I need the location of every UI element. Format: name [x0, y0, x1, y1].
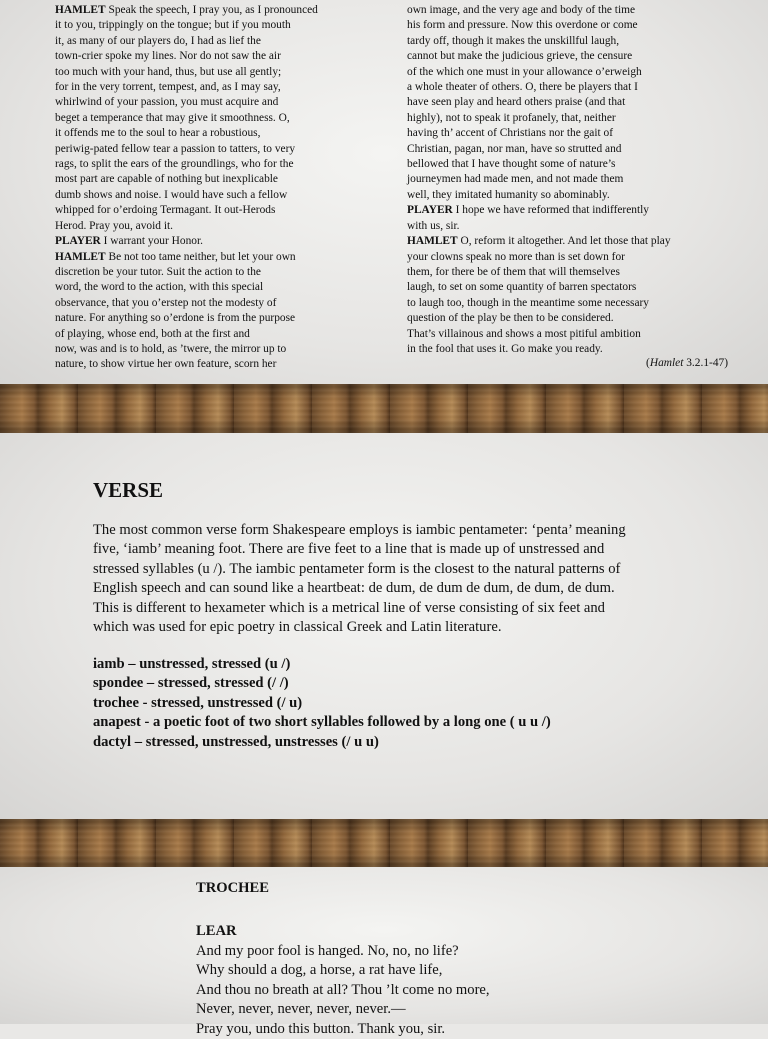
line-text: O, reform it altogether. And let those that play [457, 235, 671, 248]
passage-line [55, 203, 355, 218]
verse-line: And thou no breath at all? Thou ’lt come no more, [196, 981, 490, 998]
metrical-foot-item: dactyl – stressed, unstressed, unstresses (/ u u) [93, 733, 379, 750]
passage-line [55, 3, 355, 18]
verse-body-line: which was used for epic poetry in classical Greek and Latin literature. [93, 619, 502, 636]
passage-line [55, 65, 355, 80]
passage-line [55, 172, 355, 187]
passage-line [407, 111, 737, 126]
line-text: well, they imitated humanity so abominably. [407, 188, 610, 201]
speaker-heading: LEAR [196, 923, 237, 939]
verse-title: VERSE [93, 478, 164, 502]
metrical-foot-item: anapest - a poetic foot of two short syllables followed by a long one ( u u /) [93, 714, 551, 731]
line-text: Herod. Pray you, avoid it. [55, 219, 173, 232]
passage-line [55, 357, 355, 372]
passage-line [407, 126, 737, 141]
verse-body-line: English speech and can sound like a heartbeat: de dum, de dum de dum, de dum, de dum. [93, 580, 615, 597]
line-text: it, as many of our players do, I had as lief the [55, 34, 261, 47]
passage-line [407, 3, 737, 18]
passage-line [55, 327, 355, 342]
line-text: bellowed that I have thought some of nature’s [407, 158, 616, 171]
metrical-foot-item: iamb – unstressed, stressed (u /) [93, 656, 291, 672]
line-text: too much with your hand, thus, but use all gently; [55, 65, 282, 78]
passage-line [407, 188, 737, 203]
verse-body-line: five, ‘iamb’ meaning foot. There are five feet to a line that is made up of unstressed and [93, 541, 605, 558]
line-text: Speak the speech, I pray you, as I pronounced [105, 4, 318, 16]
line-text: I hope we have reformed that indifferently [452, 204, 649, 217]
verse-line: And my poor fool is hanged. No, no, no life? [196, 943, 459, 959]
passage-line [407, 142, 737, 157]
lear-verse-lines [196, 942, 490, 1039]
verse-slide [0, 433, 768, 819]
passage-line [55, 342, 355, 357]
passage-line [55, 250, 355, 265]
line-text: That’s villainous and shows a most pitiful ambition [407, 327, 641, 340]
passage-line [407, 280, 737, 295]
metrical-foot-item: trochee - stressed, unstressed (/ u) [93, 694, 303, 711]
passage-line [407, 296, 737, 311]
line-text: periwig-pated fellow tear a passion to tatters, to very [55, 142, 296, 155]
line-text: in the fool that uses it. Go make you ready. [407, 342, 603, 355]
line-text: his form and pressure. Now this overdone or come [407, 19, 638, 32]
speaker-name: HAMLET [55, 4, 106, 16]
line-text: it to you, trippingly on the tongue; but if you mouth [55, 19, 291, 32]
wood-floor-divider [0, 384, 768, 433]
line-text: cannot but make the judicious grieve, the censure [407, 50, 633, 63]
passage-line [55, 296, 355, 311]
line-text: discretion be your tutor. Suit the action to the [55, 265, 261, 278]
line-text: journeymen had made men, and not made them [407, 173, 624, 186]
wood-floor-divider [0, 819, 768, 867]
passage-line [55, 157, 355, 172]
line-text: have seen play and heard others praise (and that [407, 96, 626, 109]
line-text: for in the very torrent, tempest, and, as I may say, [55, 81, 281, 94]
line-text: whipped for o’erdoing Termagant. It out-Herods [55, 204, 276, 217]
passage-line [407, 172, 737, 187]
line-text: own image, and the very age and body of the time [407, 4, 636, 16]
passage-line [55, 234, 355, 249]
passage-line [55, 126, 355, 141]
passage-line [55, 34, 355, 49]
verse-body-line: This is different to hexameter which is a metrical line of verse consisting of six feet and [93, 599, 605, 616]
line-text: it offends me to the soul to hear a robustious, [55, 127, 261, 140]
passage-line [55, 280, 355, 295]
line-text: I warrant your Honor. [100, 235, 203, 248]
passage-line [407, 80, 737, 95]
passage-line [407, 49, 737, 64]
passage-line [55, 188, 355, 203]
citation-open: ( [646, 357, 650, 369]
line-text: observance, that you o’erstep not the modesty of [55, 296, 277, 309]
verse-body [93, 521, 693, 637]
line-text: highly), not to speak it profanely, that, neither [407, 111, 616, 124]
citation-title: Hamlet [649, 357, 684, 369]
metrical-feet-list [93, 655, 551, 752]
line-text: having th’ accent of Christians nor the gait of [407, 127, 614, 140]
trochee-slide [0, 867, 768, 1037]
passage-line [55, 49, 355, 64]
line-text: Christian, pagan, nor man, have so strutted and [407, 142, 622, 155]
passage-line [55, 18, 355, 33]
speaker-name: HAMLET [55, 250, 106, 263]
line-text: now, was and is to hold, as ’twere, the mirror up to [55, 342, 287, 355]
citation-reference: 3.2.1-47) [683, 357, 728, 369]
speaker-name: PLAYER [407, 204, 453, 217]
passage-line [407, 95, 737, 110]
passage-line [407, 327, 737, 342]
passage-right-column [407, 3, 737, 357]
line-text: laugh, to set on some quantity of barren spectators [407, 281, 637, 294]
passage-line [55, 95, 355, 110]
line-text: a whole theater of others. O, there be players that I [407, 81, 638, 94]
line-text: with us, sir. [407, 219, 460, 232]
line-text: beget a temperance that may give it smoothness. O, [55, 111, 290, 124]
passage-line [55, 142, 355, 157]
line-text: nature, to show virtue her own feature, scorn her [55, 358, 277, 371]
passage-line [55, 111, 355, 126]
line-text: to laugh too, though in the meantime some necessary [407, 296, 649, 309]
line-text: dumb shows and noise. I would have such a fellow [55, 188, 288, 201]
line-text: question of the play be then to be considered. [407, 312, 614, 325]
verse-line: Never, never, never, never, never.— [196, 1001, 406, 1018]
passage-line [407, 34, 737, 49]
line-text: most part are capable of nothing but inexplicable [55, 173, 278, 186]
line-text: tardy off, though it makes the unskillful laugh, [407, 34, 620, 47]
line-text: nature. For anything so o’erdone is from the purpose [55, 312, 296, 325]
line-text: them, for there be of them that will themselves [407, 265, 620, 278]
verse-line: Pray you, undo this button. Thank you, sir. [196, 1020, 446, 1037]
verse-body-line: The most common verse form Shakespeare employs is iambic pentameter: ‘penta’ meaning [93, 522, 626, 538]
passage-line [407, 65, 737, 80]
speaker-name: PLAYER [55, 235, 101, 248]
line-text: Be not too tame neither, but let your own [105, 250, 296, 263]
passage-line [407, 265, 737, 280]
passage-line [407, 342, 737, 357]
passage-line [407, 157, 737, 172]
passage-left-column [55, 3, 355, 373]
passage-line [55, 80, 355, 95]
line-text: whirlwind of your passion, you must acquire and [55, 96, 279, 109]
passage-line [407, 18, 737, 33]
line-text: rags, to split the ears of the groundlings, who for the [55, 158, 294, 171]
passage-line [55, 311, 355, 326]
passage-citation [646, 357, 728, 369]
hamlet-passage-slide [0, 0, 768, 384]
line-text: of the which one must in your allowance o’erweigh [407, 65, 642, 78]
passage-line [55, 219, 355, 234]
trochee-heading: TROCHEE [196, 880, 269, 896]
verse-body-line: stressed syllables (u /). The iambic pentameter form is the closest to the natural patterns of [93, 560, 621, 577]
line-text: of playing, whose end, both at the first and [55, 327, 250, 340]
passage-line [407, 203, 737, 218]
passage-line [55, 265, 355, 280]
passage-line [407, 219, 737, 234]
passage-line [407, 234, 737, 249]
passage-line [407, 311, 737, 326]
line-text: your clowns speak no more than is set down for [407, 250, 625, 263]
verse-line: Why should a dog, a horse, a rat have life, [196, 962, 443, 979]
line-text: town-crier spoke my lines. Nor do not saw the air [55, 50, 281, 63]
passage-line [407, 250, 737, 265]
metrical-foot-item: spondee – stressed, stressed (/ /) [93, 675, 289, 692]
line-text: word, the word to the action, with this special [55, 281, 264, 294]
speaker-name: HAMLET [407, 235, 458, 248]
